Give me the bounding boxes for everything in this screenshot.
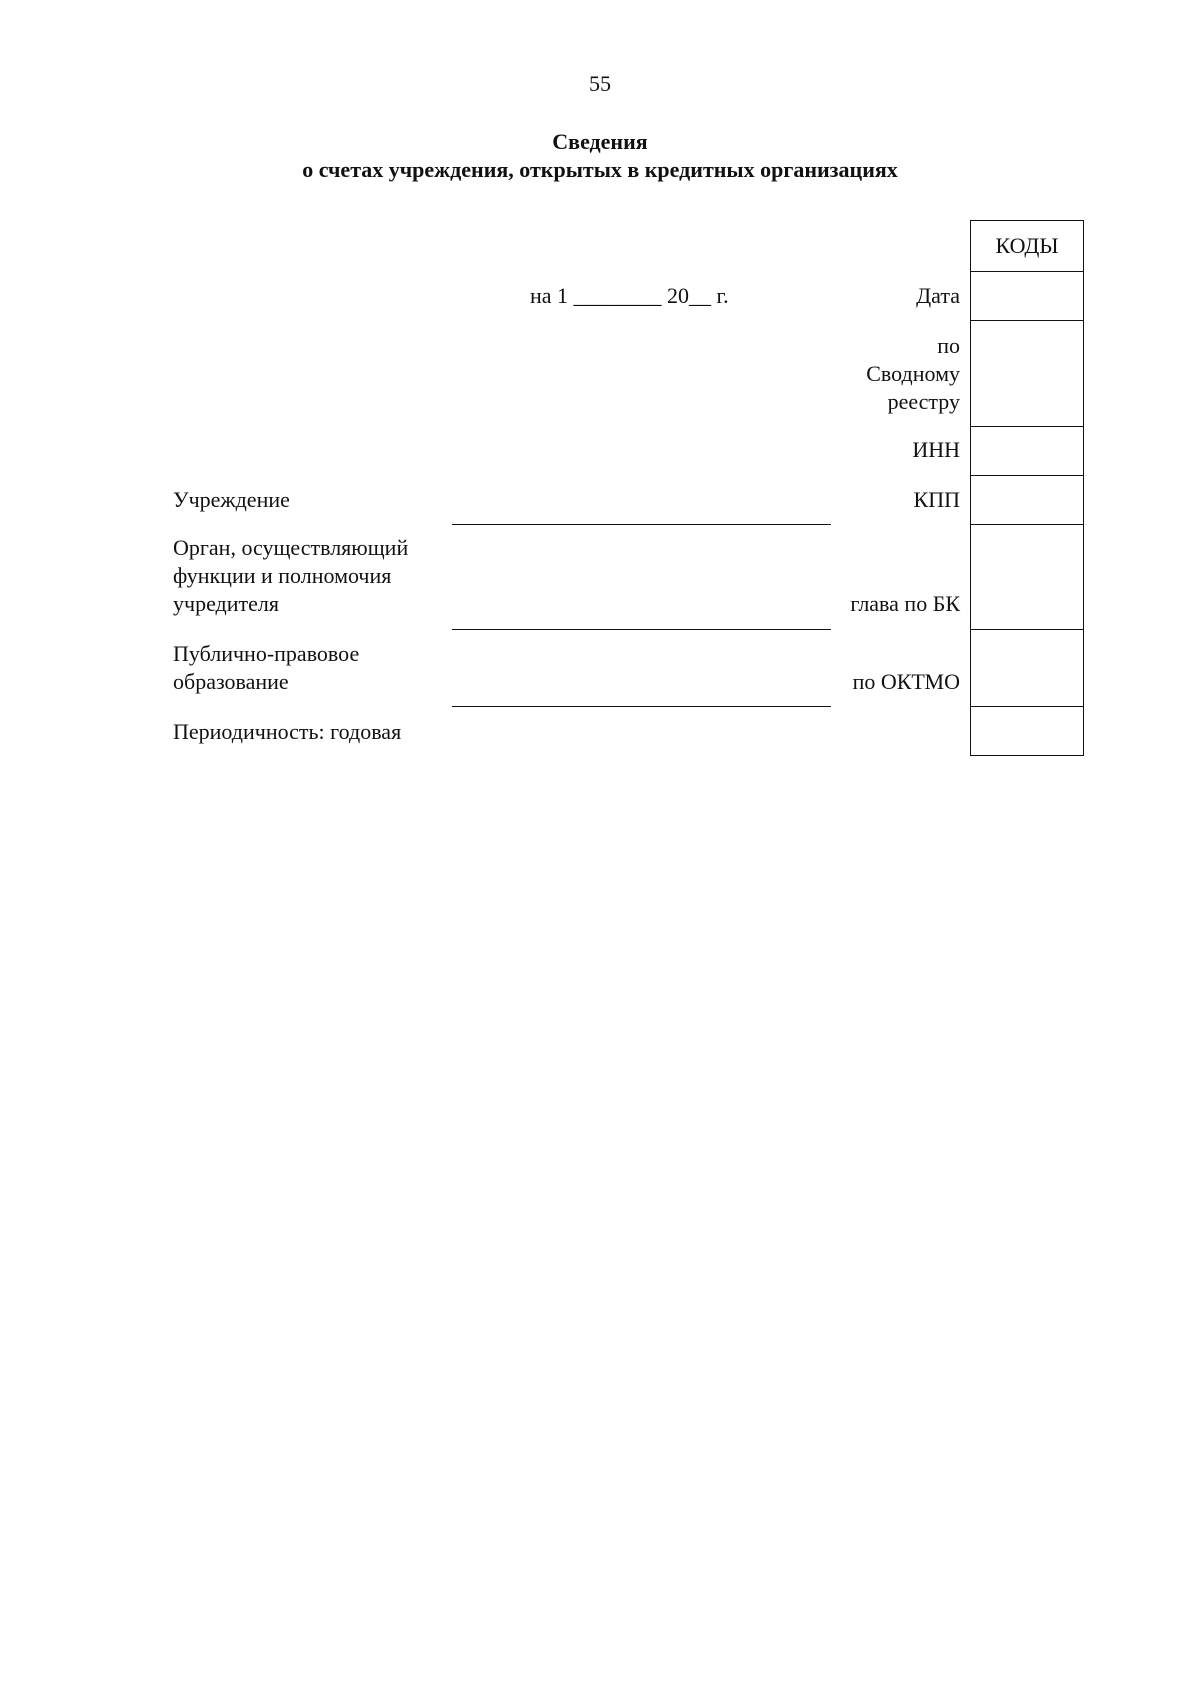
label-periodicity: Периодичность: годовая — [173, 719, 402, 744]
document-subtitle: о счетах учреждения, открытых в кредитных организациях — [302, 157, 898, 182]
code-cell-chapter-bk[interactable] — [971, 525, 1084, 630]
label-founder-line1: Орган, осуществляющий — [173, 535, 409, 560]
label-registry-line1: по — [937, 333, 960, 358]
label-public-entity-line1: Публично-правовое — [173, 641, 360, 666]
founder-fill-line[interactable] — [452, 629, 831, 630]
codes-header: КОДЫ — [971, 221, 1084, 272]
code-cell-oktmo[interactable] — [971, 630, 1084, 707]
institution-fill-line[interactable] — [452, 524, 831, 525]
code-cell-inn[interactable] — [971, 427, 1084, 476]
label-kpp: КПП — [913, 487, 960, 512]
label-chapter-bk: глава по БК — [850, 591, 960, 616]
page-number: 55 — [589, 71, 611, 96]
label-date: Дата — [916, 283, 960, 308]
label-institution: Учреждение — [173, 487, 290, 512]
codes-table — [970, 220, 1084, 756]
code-cell-date[interactable] — [971, 272, 1084, 321]
code-cell-kpp[interactable] — [971, 476, 1084, 525]
label-founder-line3: учредителя — [173, 591, 279, 616]
label-registry-line3: реестру — [887, 389, 960, 414]
label-registry-line2: Сводному — [866, 361, 960, 386]
code-cell-periodicity[interactable] — [971, 707, 1084, 756]
document-title: Сведения — [552, 129, 648, 154]
label-oktmo: по ОКТМО — [852, 669, 960, 694]
label-inn: ИНН — [912, 437, 960, 462]
code-cell-registry[interactable] — [971, 321, 1084, 427]
label-founder-line2: функции и полномочия — [173, 563, 392, 588]
public-entity-fill-line[interactable] — [452, 706, 831, 707]
report-date-line: на 1 ________ 20__ г. — [530, 283, 729, 308]
label-public-entity-line2: образование — [173, 669, 289, 694]
